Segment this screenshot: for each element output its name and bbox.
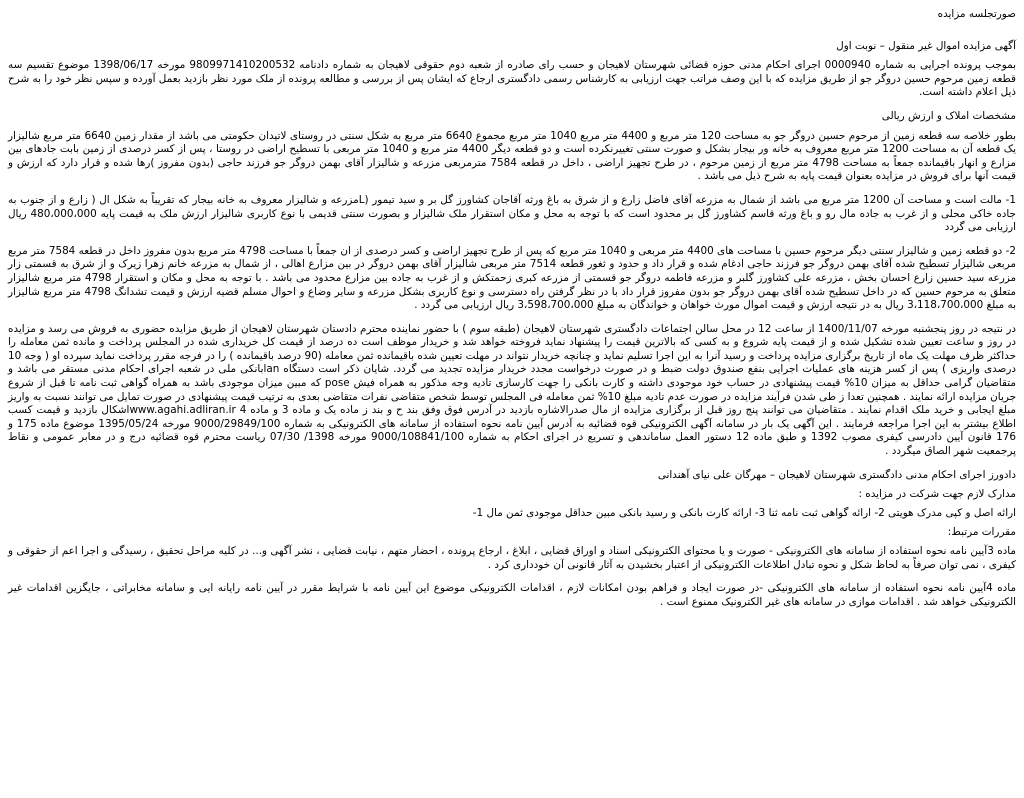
regulation-article-3: ماده 3آیین نامه نحوه استفاده از سامانه های الکترونیکی - صورت و یا محتوای الکترونیکی اسناد و اوراق قضایی ، ابلاغ ، ارجاع پرونده ، احضار متهم ، نیابت قضایی ، نشر آگهی و... در کلیه مراحل تحقیق ، رسیدگی و اجرا اعم از حقوقی و کیفری ، نمی توان صرفاً به لحاظ شکل و نحوه تبادل اطلاعات الکترونیکی از اعتبار بخشیدن به آثار قانونی آن خودداری کرد . bbox=[8, 545, 1016, 571]
regulation-article-4: ماده 4آیین نامه نحوه استفاده از سامانه های الکترونیکی -در صورت ایجاد و فراهم بودن امکانات لازم ، اقدامات الکترونیکی موضوع این آیین نامه با شرایط مقرر در آیین نامه رایانه ایی و سامانه مخابراتی ، جایگزین اقدامات غیر الکترونیکی خواهد شد . اقدامات موازی در سامانه های غیر الکترونیک ممنوع است . bbox=[8, 582, 1017, 608]
section-title: مشخصات املاک و ارزش ریالی bbox=[881, 109, 1016, 122]
notice-subtitle: آگهی مزایده اموال غیر منقول – نوبت اول bbox=[836, 39, 1016, 52]
signature-line: دادورز اجرای احکام مدنی دادگستری شهرستان لاهیجان – مهرگان علی نیای آهندانی bbox=[657, 468, 1016, 481]
property-item-1: 1- مالت است و مساحت آن 1200 متر مربع می باشد از شمال به مزرعه آقای فاضل زارع و از شرق به باغ ورثه آقاجان کشاورز گل بر و سید تیمور (Lمزرعه و شالیزار معروف به خانه بیجار که تقریباً به شکل ال ( زارع و از جنوب به جاده خاکی محلی و از غرب به جاده مال رو و باغ ورثه قاسم کشاورز گل بر محدود است که با توجه به محل و مکان استقرار ملک شالیزار و بصورت سنتی قدیمی با نوع کاربری شالیزار ارزش ملک به قیمت پایه 480،000،000 ریال ارزیابی می گردد bbox=[8, 193, 1016, 234]
regulations-title: مقررات مرتبط: bbox=[947, 526, 1016, 539]
auction-paragraph: در نتیجه در روز پنجشنبه مورخه 1400/11/07 از ساعت 12 در محل سالن اجتماعات دادگستری شهرستان لاهیجان (طبقه سوم ) با حضور نماینده محترم دادستان شهرستان لاهیجان از طریق مزایده حضوری به فروش می رسد و مزایده در روز و ساعت تعیین شده تشکیل شده و از قیمت پایه شروع و به کسی که بالاترین قیمت را پیشنهاد نماید فروخته خواهد شد و خریدار موظف است ده درصد از قیمت کل خریداری شده در المجلس پرداخت و مانده ثمن معامله را حداکثر ظرف مهلت یک ماه از تاریخ برگزاری مزایده پرداخت و رسید آنرا به این اجرا تسلیم نماید و چنانچه خریدار نتواند در مهلت تعیین شده باقیمانده ثمن معامله (90 درصد باقیمانده ) را در فرجه مقرر پرداخت نماید سپرده او ( وجه 10 درصدی واریزی ) پس از کسر هزینه های عملیات اجرایی بنفع صندوق دولت ضبط و در صورت درخواست مجدد خریدار مزایده تجدید می گردد. شایان ذکر است دستگاه lanبانکی ملی در شعبه اجرای احکام مدنی مستقر می باشد و متقاضیان گرامی حداقل به میزان 10% قیمت پیشنهادی در حساب خود موجودی داشته و کارت بانکی را جهت کارسازی تادیه وجه مذکور به همراه فیش pose که مبین میزان موجودی باشد به همراه گواهی ثبت نامه تا قبل از شروع جریان مزایده ارائه نمایند . همچنین تعدا ز طی شدن فرآیند مزایده در صورت عدم تادیه مبلغ 10% ثمن معامله فی المجلس توسط شخص متقاضی نفرات متقاضی بعدی به ترتیب قیمت پیشنهادی در صورت تمایل می توانند نسبت به واریز مبلغ ایجابی و خرید ملک اقدام نمایند . متقاضیان می توانند پنج روز قبل از برگزاری مزایده از مال صدرالاشاره بازدید در آدرس فوق وفق بند ح و بند ز ماده یک و ماده 3 و ماده 4 www.agahi.adliran.irاشکال بازدید و قیمت کسب اطلاع بیشتر به این اجرا مراجعه فرمایند . این آگهی یک بار در سامانه آگهی الکترونیکی قوه قضائیه به آدرس آیین نامه نحوه استفاده از سامانه های الکترونیکی به شماره 9000/29849/100 مورخه 1395/05/24 موضوع ماده 175 و 176 قانون آیین دادرسی کیفری مصوب 1392 و طبق ماده 12 دستور العمل ساماندهی و تسریع در اجرای احکام به شماره 9000/108841/100 مورخه 1398/ 07/30 ریاست محترم قوه قضائیه درج و در معابر عمومی و نقاط پرجمعیت شهر الصاق میگردد . bbox=[8, 322, 1017, 458]
required-docs-text: ارائه اصل و کپی مدرک هویتی 2- ارائه گواهی ثبت نامه ثنا 3- ارائه کارت بانکی و رسید بانکی مبین حداقل موجودی ثمن مال 1- bbox=[472, 506, 1016, 519]
summary-paragraph: بطور خلاصه سه قطعه زمین از مرحوم حسین دروگر جو به مساحت 120 متر مربع و 4400 متر مربع 1040 متر مربع مجموع 6640 متر مربع به شکل سنتی در روستای لاتیدان حکومتی می باشد از مقدار زمین 6640 متر مربع شالیزار یک قطعه آن به مساحت 1200 متر مربع معروف به خانه ور بیجار بشکل و صورت سنتی تغییرنکرده است و دو قطعه دیگر 4400 متر مربع و 1040 متر مربعی با تسطیح اراضی در روستا ، پس از کسر درصدی از زمین بابت جادهای بین مزارع و انهار باقیمانده جمعاً به مساحت 4798 متر مربع از زمین مرحوم ، در طرح تجهیز اراضی ، داخل در قطعه 7584 مترمربعی مزرعه و شالیزار آقای بهمن دروگر جو فرزند حاجی (بدون مفروز )رها شده و قرار دارد که ارزش و قیمت آنها برای فروش در مزایده بعنوان قیمت پایه به شرح ذیل می باشد . bbox=[8, 129, 1016, 183]
document-title: صورتجلسه مزایده bbox=[937, 8, 1016, 20]
intro-paragraph: بموجب پرونده اجرایی به شماره 0000940 اجرای احکام مدنی حوزه قضائی شهرستان لاهیجان و حسب رای صادره از شعبه دوم حقوقی لاهیجان به شماره دادنامه 9809971410200532 مورخه 1398/06/17 موضوع تقسیم سه قطعه زمین مرحوم حسین دروگر جو از طریق مزایده که با این وصف مراتب جهت ارزیابی به کارشناس رسمی دادگستری ارجاع که ایشان پس از بررسی و مطالعه پرونده از ملک مورد نظر بازدید بعمل آورده و سپس نظر خود را به شرح ذیل اعلام داشته است. bbox=[8, 59, 1016, 99]
property-item-2: 2- دو قطعه زمین و شالیزار سنتی دیگر مرحوم حسین با مساحت های 4400 متر مربعی و 1040 متر مربع که پس از طرح تجهیز اراضی و کسر درصدی از ان جمعاً با مساحت 4798 متر مربع بدون مفروز داخل در قطعه 7584 متر مربع مربعی شالیزار تسطیح شده آقای بهمن دروگر جو فرزند حاجی ادغام شده و قرار داد و حدود و ثغور قطعه 7514 متر مربعی شالیزار آقای بهمن دروگر در بین مزارع اهالی ، از شمال به مزرعه خانم زهرا زیرک و از شرق به قسمتی زار مزرعه سید حسین زارع احسان بخش ، مزرعه علی کشاورز گلبر و مزرعه فاطمه دروگر جو قسمتی از مزرعه کبری زحمتکش و از غرب به جاده بین مزارع محدود می باشد . با توجه به محل و مکان و استقرار 4798 متر مربع شالیزار متعلق به مرحوم حسین که در داخل تسطیح شده آقای بهمن دروگر جو بدون مفروز قرار داد با در نظر گرفتن راه دسترسی و نوع کاربری بشکل مزرعه و سایر وضاع و احوال مسلم قضیه ارزش و قیمت تشدانگ 4798 متر مربع شالیزار به مبلغ 3،118،700،000 ریال به در نتیجه ارزش و قیمت اموال مورث خواهان و خواندگان به مبلغ 3،598،700،000 ریال ارزیابی می گردد . bbox=[8, 244, 1017, 312]
required-docs-title: مدارک لازم جهت شرکت در مزایده : bbox=[858, 488, 1016, 501]
